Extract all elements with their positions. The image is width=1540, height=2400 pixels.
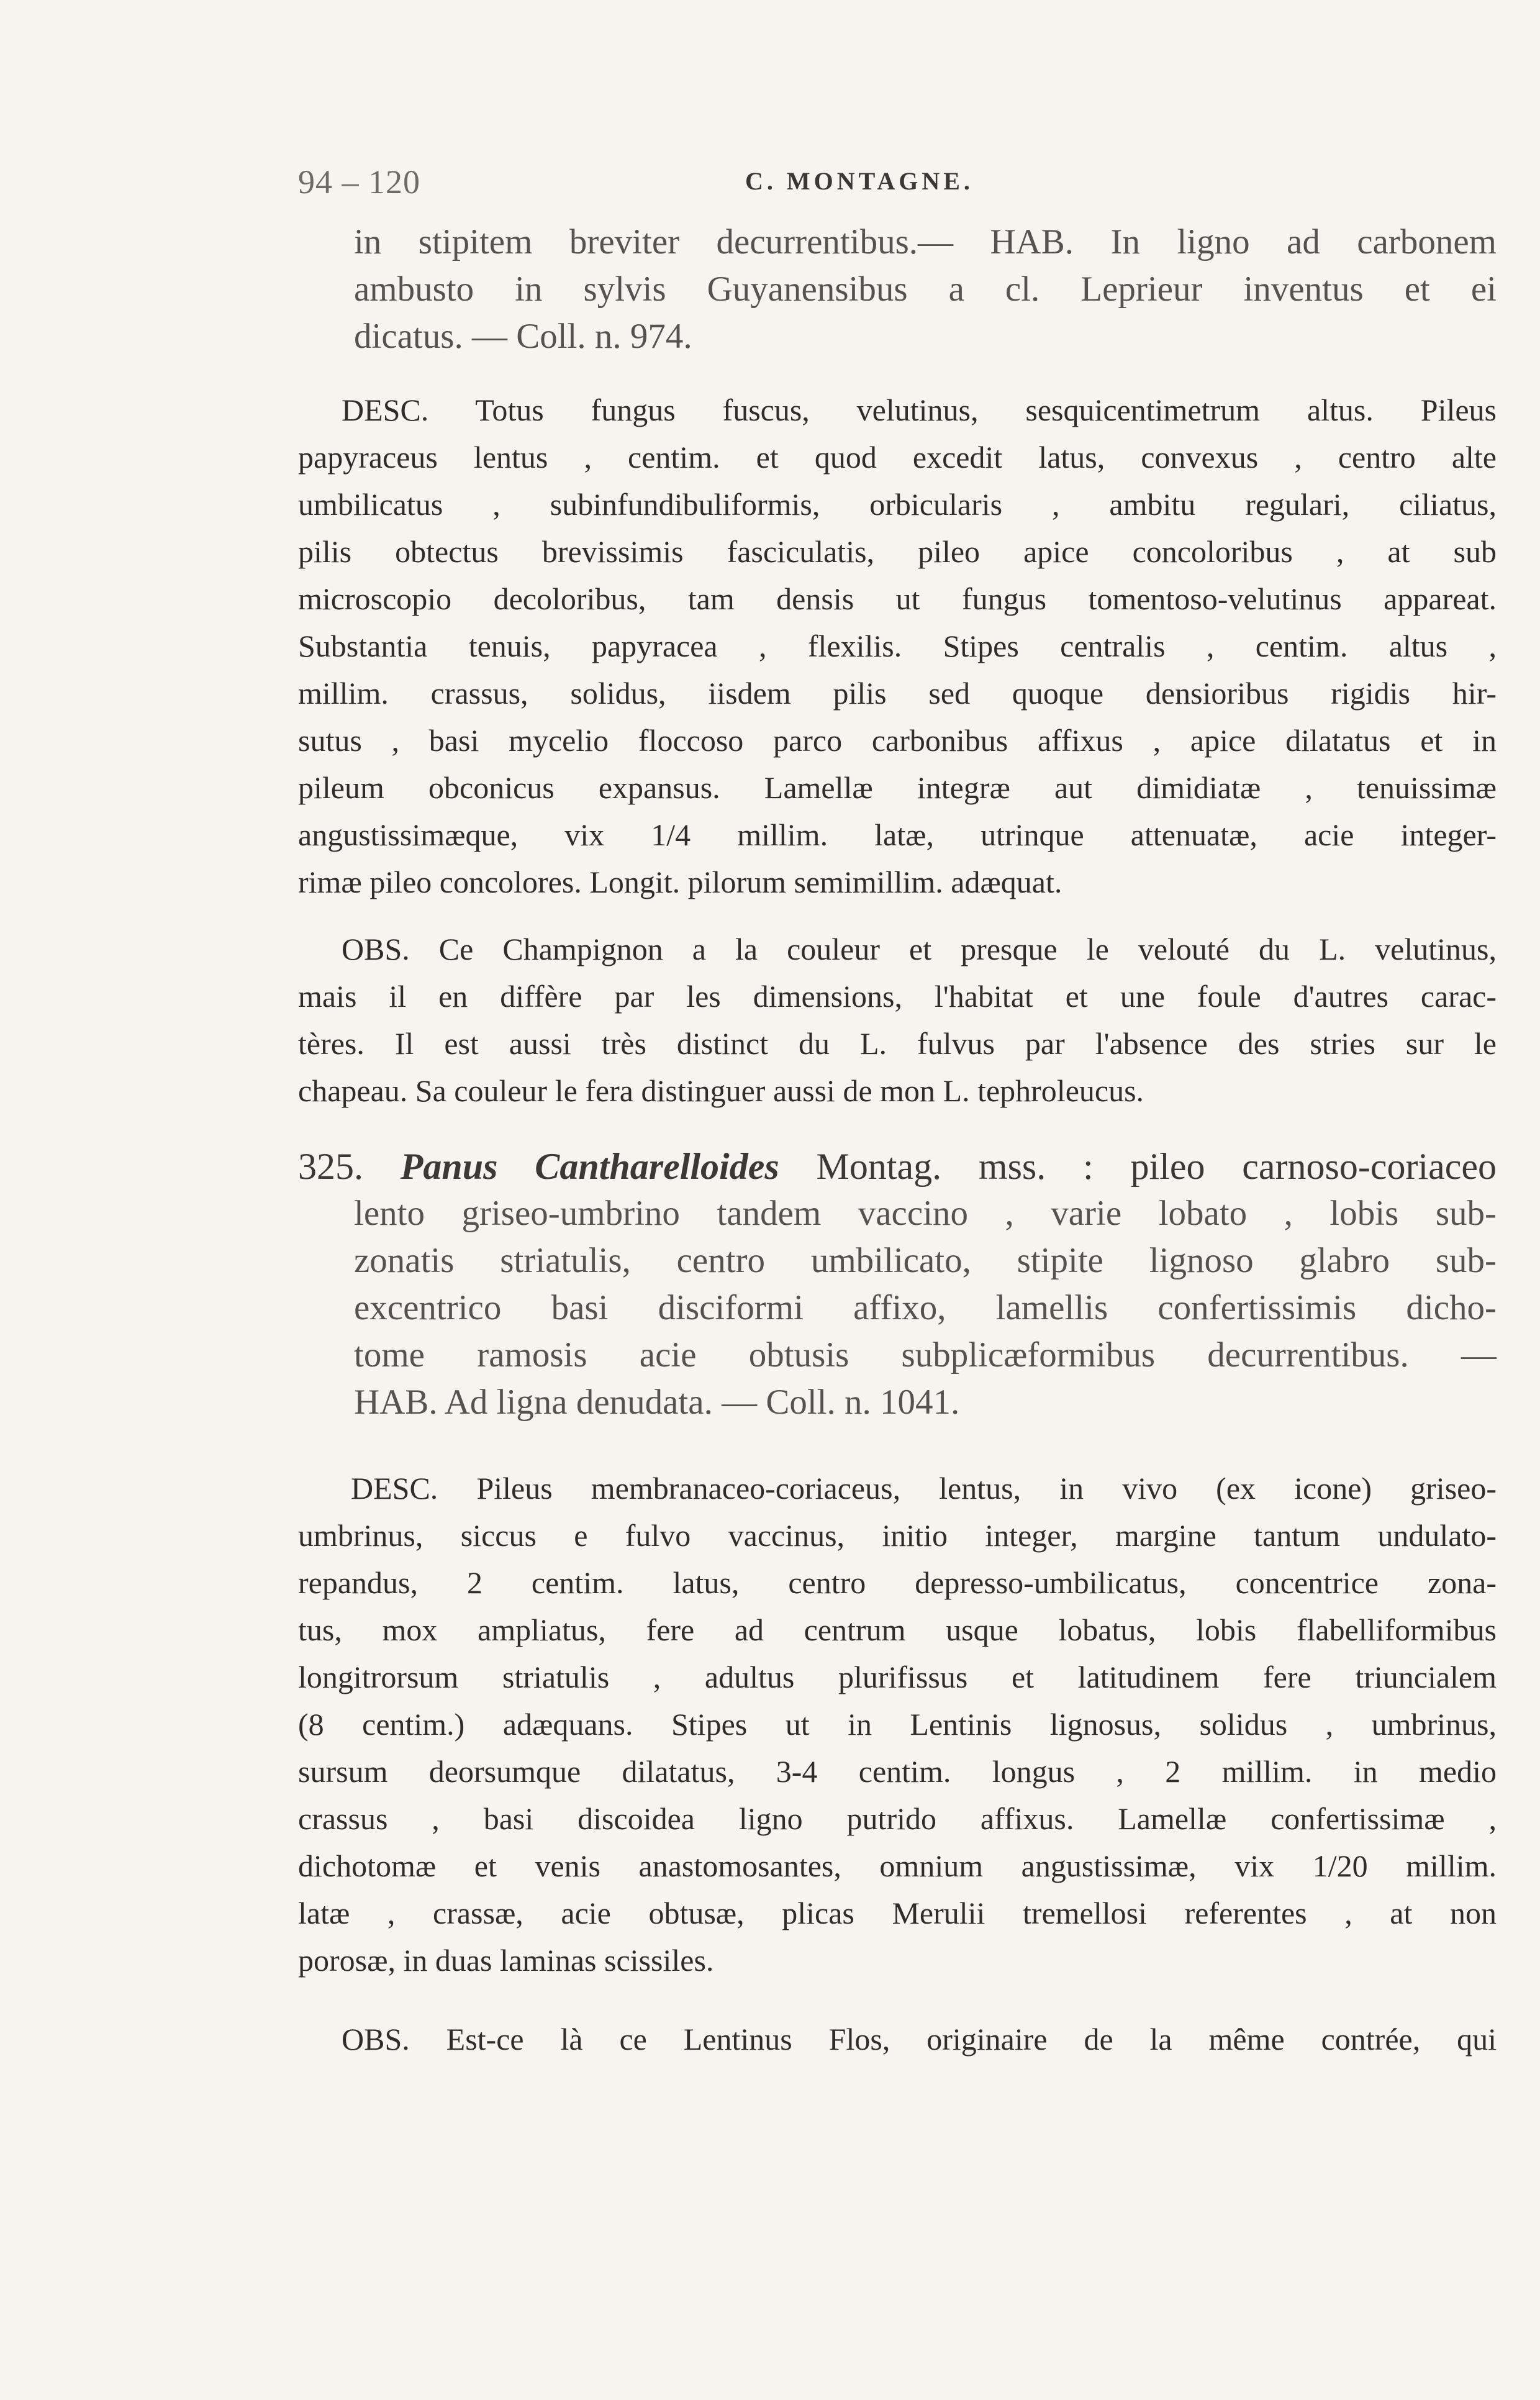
text-line: tome ramosis acie obtusis subplicæformibus decurrentibus. — [354,1335,1497,1375]
text-line: tères. Il est aussi très distinct du L. fulvus par l'absence des stries sur le [298,1026,1497,1061]
description-paragraph-1 [298,386,1497,906]
running-head: C. MONTAGNE. [745,167,974,195]
text-line: HAB. Ad ligna denudata. — Coll. n. 1041. [354,1383,960,1422]
text-line: ambusto in sylvis Guyanensibus a cl. Leprieur inventus et ei [354,270,1497,309]
text-line: tus, mox ampliatus, fere ad centrum usque lobatus, lobis flabelliformibus [298,1612,1497,1647]
text-line: zonatis striatulis, centro umbilicato, stipite lignoso glabro sub- [354,1241,1497,1280]
text-line: latæ , crassæ, acie obtusæ, plicas Merulii tremellosi referentes , at non [298,1896,1497,1930]
observation-paragraph-1 [298,925,1497,1114]
text-line: chapeau. Sa couleur le fera distinguer aussi de mon L. tephroleucus. [298,1073,1144,1108]
text-line: microscopio decoloribus, tam densis ut fungus tomentoso-velutinus appareat. [298,581,1497,616]
species-name: Panus Cantharelloides [400,1146,779,1187]
text-line: rimæ pileo concolores. Longit. pilorum semimillim. adæquat. [298,865,1062,899]
text-line: umbrinus, siccus e fulvo vaccinus, initio integer, margine tantum undulato- [298,1518,1497,1553]
text-line: porosæ, in duas laminas scissiles. [298,1943,714,1978]
text-line: crassus , basi discoidea ligno putrido affixus. Lamellæ confertissimæ , [298,1801,1497,1836]
species-325-entry [298,1143,1497,1426]
page-header [298,163,1354,206]
text-line: sursum deorsumque dilatatus, 3-4 centim. longus , 2 millim. in medio [298,1754,1497,1789]
observation-paragraph-2 [298,2016,1497,2063]
page-number: 94 – 120 [298,163,420,201]
text-line: (8 centim.) adæquans. Stipes ut in Lentinis lignosus, solidus , umbrinus, [298,1707,1497,1742]
description-paragraph-2 [298,1465,1497,1984]
text-line: mais il en diffère par les dimensions, l'habitat et une foule d'autres carac- [298,979,1497,1014]
text-line: millim. crassus, solidus, iisdem pilis sed quoque densioribus rigidis hir- [298,676,1497,711]
text-line: angustissimæque, vix 1/4 millim. latæ, utrinque attenuatæ, acie integer- [298,817,1497,852]
text-line: DESC. Totus fungus fuscus, velutinus, sesquicentimetrum altus. Pileus [342,393,1497,427]
text-line: pilis obtectus brevissimis fasciculatis, pileo apice concoloribus , at sub [298,534,1497,569]
text-line: OBS. Ce Champignon a la couleur et presque le velouté du L. velutinus, [342,932,1497,966]
text-line: umbilicatus , subinfundibuliformis, orbicularis , ambitu regulari, ciliatus, [298,487,1497,522]
text-line: pileum obconicus expansus. Lamellæ integræ aut dimidiatæ , tenuissimæ [298,770,1497,805]
text-line: repandus, 2 centim. latus, centro depresso-umbilicatus, concentrice zona- [298,1565,1497,1600]
text-line: DESC. Pileus membranaceo-coriaceus, lentus, in vivo (ex icone) griseo- [351,1471,1497,1506]
text-line: in stipitem breviter decurrentibus.— HAB. In ligno ad carbonem [354,222,1497,261]
text-line: dichotomæ et venis anastomosantes, omnium angustissimæ, vix 1/20 millim. [298,1848,1497,1883]
text-line: lento griseo-umbrino tandem vaccino , varie lobato , lobis sub- [354,1194,1497,1233]
text-line: excentrico basi disciformi affixo, lamellis confertissimis dicho- [354,1288,1497,1327]
text-line: longitrorsum striatulis , adultus plurifissus et latitudinem fere triuncialem [298,1660,1497,1694]
text-line: papyraceus lentus , centim. et quod excedit latus, convexus , centro alte [298,440,1497,475]
previous-entry-end [298,219,1497,360]
text-line: Substantia tenuis, papyracea , flexilis. Stipes centralis , centim. altus , [298,629,1497,663]
species-authority: Montag. mss. : pileo carnoso-coriaceo [816,1146,1497,1187]
text-line: dicatus. — Coll. n. 974. [354,317,692,356]
species-heading-line [298,1143,1497,1190]
species-number: 325. [298,1146,363,1187]
text-line: OBS. Est-ce là ce Lentinus Flos, originaire de la même contrée, qui [342,2022,1497,2057]
text-line: sutus , basi mycelio floccoso parco carbonibus affixus , apice dilatatus et in [298,723,1497,758]
